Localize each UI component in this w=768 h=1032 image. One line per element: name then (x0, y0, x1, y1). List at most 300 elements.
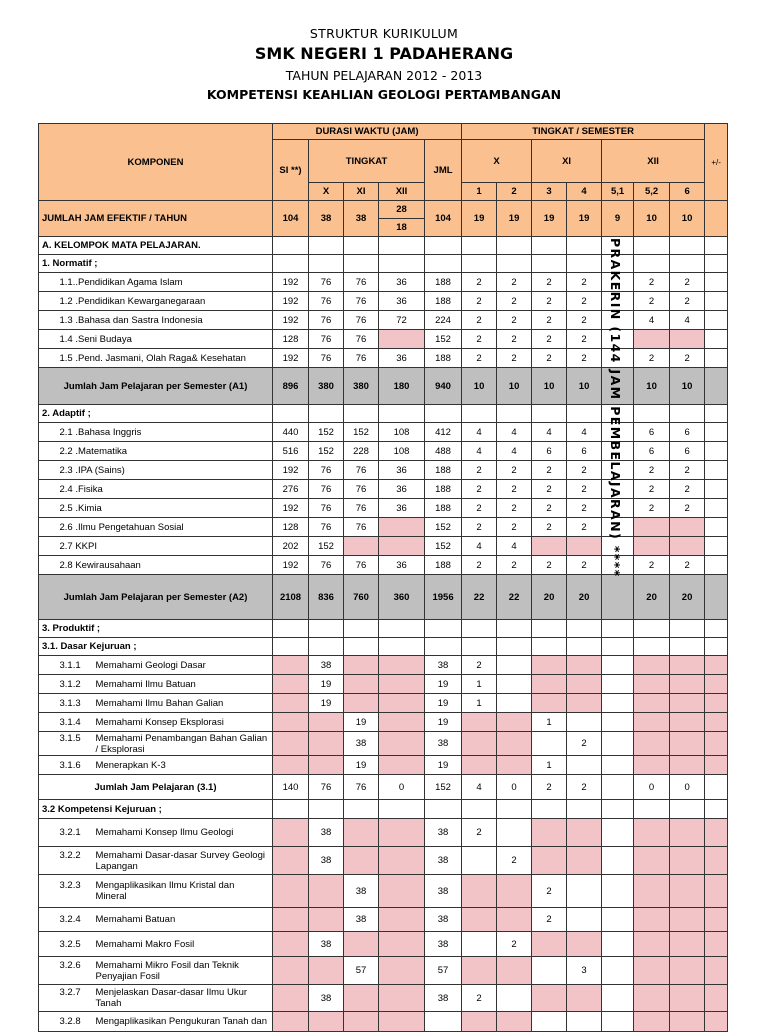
table-row (39, 875, 728, 908)
cell-xii (379, 932, 425, 957)
cell-xii: 72 (379, 311, 425, 330)
sum-xii: 180 (379, 368, 425, 405)
cell-s3 (532, 537, 567, 556)
cell-jml: 152 (425, 518, 462, 537)
cell-x: 38 (309, 847, 344, 875)
empty-cell (634, 638, 670, 656)
cell-s6 (670, 819, 705, 847)
efektif-s2: 19 (497, 201, 532, 237)
cell-s2: 4 (497, 442, 532, 461)
cell-xi: 76 (344, 292, 379, 311)
subject-title: Memahami Dasar-dasar Survey Geologi Lapangan (95, 849, 265, 872)
subject-name (56, 713, 273, 732)
subject-name (56, 675, 273, 694)
subject-title: Memahami Mikro Fosil dan Teknik Penyajian Fosil (95, 959, 239, 982)
cell-s1: 2 (462, 292, 497, 311)
table-row (39, 985, 728, 1012)
cell-s51 (602, 656, 634, 675)
subject-name (56, 1012, 273, 1032)
empty-cell (425, 638, 462, 656)
cell-s1: 4 (462, 442, 497, 461)
cell-xi: 76 (344, 556, 379, 575)
efektif-x: 38 (309, 201, 344, 237)
cell-xii: 36 (379, 556, 425, 575)
subject-title: Memahami Konsep Eksplorasi (95, 716, 224, 728)
academic-year: TAHUN PELAJARAN 2012 - 2013 (285, 68, 483, 83)
cell-xii (379, 875, 425, 908)
sum-plusminus (705, 575, 728, 620)
section-a-title: A. KELOMPOK MATA PELAJARAN. (39, 237, 273, 255)
cell-s1: 2 (462, 311, 497, 330)
cell-s3: 2 (532, 311, 567, 330)
cell-s3: 1 (532, 756, 567, 775)
subject-number: 3.1.6 (59, 759, 81, 771)
cell-s4: 2 (567, 292, 602, 311)
subject-title: Memahami Geologi Dasar (95, 659, 206, 671)
table-row (39, 675, 728, 694)
indent-cell (39, 957, 56, 985)
cell-s6 (670, 985, 705, 1012)
subject-name (56, 985, 273, 1012)
cell-s1: 1 (462, 694, 497, 713)
cell-x: 76 (309, 349, 344, 368)
cell-s3: 2 (532, 330, 567, 349)
cell-s6 (670, 732, 705, 756)
empty-cell (379, 638, 425, 656)
cell-plusminus (705, 713, 728, 732)
indent-cell (39, 423, 56, 442)
cell-jml: 188 (425, 480, 462, 499)
cell-si (273, 847, 309, 875)
col-header-plusminus: +/- (705, 124, 728, 201)
subject-number: 3.2.7 (59, 987, 81, 998)
cell-jml: 224 (425, 311, 462, 330)
cell-s1 (462, 756, 497, 775)
cell-x: 76 (309, 518, 344, 537)
empty-cell (705, 255, 728, 273)
sum-s4: 20 (567, 575, 602, 620)
indent-cell (39, 461, 56, 480)
cell-s1: 1 (462, 675, 497, 694)
empty-cell (379, 405, 425, 423)
cell-jml: 412 (425, 423, 462, 442)
indent-cell (39, 518, 56, 537)
subject-name (56, 732, 273, 756)
cell-s6 (670, 957, 705, 985)
cell-si (273, 875, 309, 908)
cell-xi (344, 656, 379, 675)
cell-s4: 2 (567, 556, 602, 575)
empty-cell (670, 638, 705, 656)
table-row (39, 620, 728, 638)
cell-s1: 2 (462, 461, 497, 480)
cell-s51 (602, 756, 634, 775)
empty-cell (462, 255, 497, 273)
sum-label: Jumlah Jam Pelajaran per Semester (A2) (39, 575, 273, 620)
empty-cell (309, 255, 344, 273)
cell-s3 (532, 732, 567, 756)
cell-s2: 2 (497, 480, 532, 499)
subject-name (56, 694, 273, 713)
sum-s6: 0 (670, 775, 705, 800)
cell-jml: 188 (425, 349, 462, 368)
cell-xii: 108 (379, 423, 425, 442)
subject-name: 2.3 .IPA (Sains) (56, 461, 273, 480)
cell-jml: 188 (425, 292, 462, 311)
cell-s2 (497, 732, 532, 756)
cell-s4 (567, 875, 602, 908)
subject-number: 3.2.4 (59, 914, 81, 925)
table-row (39, 694, 728, 713)
cell-pm (705, 311, 728, 330)
efektif-plusminus (705, 201, 728, 237)
cell-s4 (567, 985, 602, 1012)
cell-s4 (567, 819, 602, 847)
cell-s2: 2 (497, 932, 532, 957)
cell-xi (344, 675, 379, 694)
dasar-kejuruan-title: 3.1. Dasar Kejuruan ; (39, 638, 273, 656)
cell-plusminus (705, 847, 728, 875)
sem-header-3: 3 (532, 183, 567, 201)
empty-cell (425, 237, 462, 255)
subject-name: 2.5 .Kimia (56, 499, 273, 518)
empty-cell (634, 405, 670, 423)
cell-si: 202 (273, 537, 309, 556)
cell-jml: 38 (425, 932, 462, 957)
col-header-tingkat-semester: TINGKAT / SEMESTER (462, 124, 705, 140)
cell-s4: 2 (567, 273, 602, 292)
cell-si: 192 (273, 273, 309, 292)
cell-s51 (602, 732, 634, 756)
cell-s52: 2 (634, 349, 670, 368)
cell-s2: 2 (497, 499, 532, 518)
subject-name: 2.1 .Bahasa Inggris (56, 423, 273, 442)
cell-s4 (567, 932, 602, 957)
cell-s51 (602, 985, 634, 1012)
subject-name (56, 847, 273, 875)
cell-s51 (602, 875, 634, 908)
empty-cell (497, 237, 532, 255)
cell-jml: 38 (425, 656, 462, 675)
cell-s2: 4 (497, 537, 532, 556)
empty-cell (532, 800, 567, 819)
cell-s6: 6 (670, 423, 705, 442)
sum-s3: 10 (532, 368, 567, 405)
cell-xi: 76 (344, 311, 379, 330)
table-row (39, 756, 728, 775)
cell-xi: 57 (344, 957, 379, 985)
subject-number: 3.2.8 (59, 1016, 81, 1027)
cell-s3: 2 (532, 518, 567, 537)
cell-jml: 488 (425, 442, 462, 461)
cell-xi (344, 819, 379, 847)
cell-s2: 2 (497, 461, 532, 480)
cell-pm (705, 537, 728, 556)
cell-x: 38 (309, 819, 344, 847)
cell-s2: 2 (497, 330, 532, 349)
cell-xii (379, 694, 425, 713)
cell-si (273, 732, 309, 756)
cell-s52: 6 (634, 423, 670, 442)
cell-s4 (567, 713, 602, 732)
empty-cell (309, 405, 344, 423)
empty-cell (705, 800, 728, 819)
col-header-x: X (462, 140, 532, 183)
cell-x (309, 957, 344, 985)
empty-cell (532, 620, 567, 638)
empty-cell (379, 237, 425, 255)
cell-si: 192 (273, 311, 309, 330)
subject-number: 3.2.2 (59, 849, 81, 861)
cell-si (273, 675, 309, 694)
cell-xii (379, 908, 425, 932)
cell-s6: 2 (670, 349, 705, 368)
cell-s51 (602, 713, 634, 732)
indent-cell (39, 273, 56, 292)
cell-s3: 2 (532, 461, 567, 480)
sum-si: 896 (273, 368, 309, 405)
cell-xii (379, 675, 425, 694)
cell-s2 (497, 713, 532, 732)
cell-xi (344, 694, 379, 713)
table-row (39, 800, 728, 819)
empty-cell (567, 800, 602, 819)
cell-s52 (634, 985, 670, 1012)
empty-cell (705, 405, 728, 423)
sum-s3: 2 (532, 775, 567, 800)
sum-si: 140 (273, 775, 309, 800)
cell-s52 (634, 675, 670, 694)
empty-cell (273, 800, 309, 819)
cell-s6 (670, 908, 705, 932)
cell-pm (705, 442, 728, 461)
empty-cell (497, 255, 532, 273)
empty-cell (670, 237, 705, 255)
subject-name (56, 932, 273, 957)
empty-cell (567, 237, 602, 255)
cell-xii (379, 518, 425, 537)
subject-number: 3.1.5 (59, 732, 81, 744)
cell-s2: 2 (497, 518, 532, 537)
cell-s52 (634, 875, 670, 908)
cell-s52: 2 (634, 461, 670, 480)
cell-jml: 19 (425, 675, 462, 694)
indent-cell (39, 675, 56, 694)
cell-si (273, 985, 309, 1012)
empty-cell (425, 620, 462, 638)
cell-xii (379, 756, 425, 775)
cell-s6 (670, 1012, 705, 1032)
cell-s4 (567, 756, 602, 775)
sum-xii: 0 (379, 775, 425, 800)
cell-s4: 2 (567, 518, 602, 537)
sum-jml: 1956 (425, 575, 462, 620)
empty-cell (344, 237, 379, 255)
empty-cell (634, 255, 670, 273)
subject-name: 1.2 .Pendidikan Kewarganegaraan (56, 292, 273, 311)
cell-s52: 4 (634, 311, 670, 330)
cell-s3: 2 (532, 480, 567, 499)
indent-cell (39, 932, 56, 957)
col-header-durasi: DURASI WAKTU (JAM) (273, 124, 462, 140)
empty-cell (497, 620, 532, 638)
efektif-xii-b: 18 (379, 219, 425, 237)
cell-xi: 38 (344, 732, 379, 756)
sum-si: 2108 (273, 575, 309, 620)
cell-xii: 36 (379, 461, 425, 480)
cell-xii: 36 (379, 480, 425, 499)
efektif-s4: 19 (567, 201, 602, 237)
cell-xii (379, 957, 425, 985)
sum-s4: 2 (567, 775, 602, 800)
empty-cell (602, 800, 634, 819)
cell-xi: 38 (344, 908, 379, 932)
cell-xii (379, 330, 425, 349)
cell-x: 152 (309, 537, 344, 556)
sum-plusminus (705, 775, 728, 800)
cell-s1: 2 (462, 499, 497, 518)
sum-jml: 940 (425, 368, 462, 405)
subject-name (56, 908, 273, 932)
cell-xi: 76 (344, 461, 379, 480)
cell-xi (344, 932, 379, 957)
kompetensi-kejuruan-title: 3.2 Kompetensi Kejuruan ; (39, 800, 273, 819)
cell-s1 (462, 957, 497, 985)
subject-name: 2.2 .Matematika (56, 442, 273, 461)
col-header-jml: JML (425, 140, 462, 201)
prakerin-vertical-label: PRAKERIN (144 JAM PEMBELAJARAN) **** (608, 238, 623, 578)
empty-cell (425, 405, 462, 423)
table-row (39, 775, 728, 800)
sum-s2: 10 (497, 368, 532, 405)
cell-plusminus (705, 694, 728, 713)
cell-si: 192 (273, 292, 309, 311)
cell-si (273, 932, 309, 957)
table-row (39, 1012, 728, 1032)
cell-xi: 19 (344, 756, 379, 775)
empty-cell (532, 405, 567, 423)
cell-s6 (670, 694, 705, 713)
cell-si (273, 694, 309, 713)
cell-jml: 57 (425, 957, 462, 985)
cell-x (309, 1012, 344, 1032)
empty-cell (462, 800, 497, 819)
cell-s4 (567, 694, 602, 713)
empty-cell (497, 800, 532, 819)
cell-s1 (462, 908, 497, 932)
cell-si: 440 (273, 423, 309, 442)
cell-pm (705, 480, 728, 499)
cell-s3 (532, 985, 567, 1012)
cell-s2 (497, 656, 532, 675)
cell-plusminus (705, 756, 728, 775)
cell-si (273, 713, 309, 732)
cell-xi: 76 (344, 518, 379, 537)
cell-s51 (602, 908, 634, 932)
cell-s6: 2 (670, 461, 705, 480)
efektif-si: 104 (273, 201, 309, 237)
cell-s2 (497, 694, 532, 713)
cell-s1: 4 (462, 423, 497, 442)
cell-jml: 19 (425, 756, 462, 775)
indent-cell (39, 330, 56, 349)
cell-plusminus (705, 675, 728, 694)
sum-plusminus (705, 368, 728, 405)
cell-s6 (670, 713, 705, 732)
cell-jml: 19 (425, 713, 462, 732)
efektif-s6: 10 (670, 201, 705, 237)
cell-s4 (567, 847, 602, 875)
cell-si: 192 (273, 349, 309, 368)
cell-xii: 36 (379, 292, 425, 311)
cell-xii (379, 847, 425, 875)
table-row (39, 732, 728, 756)
cell-s6: 2 (670, 273, 705, 292)
cell-pm (705, 518, 728, 537)
cell-si: 276 (273, 480, 309, 499)
sum-s2: 0 (497, 775, 532, 800)
cell-s52: 2 (634, 556, 670, 575)
cell-x: 76 (309, 499, 344, 518)
cell-s4 (567, 537, 602, 556)
cell-pm (705, 423, 728, 442)
cell-jml: 38 (425, 819, 462, 847)
cell-x (309, 713, 344, 732)
cell-s52 (634, 656, 670, 675)
cell-s6 (670, 518, 705, 537)
table-row (39, 957, 728, 985)
empty-cell (567, 638, 602, 656)
empty-cell (567, 255, 602, 273)
sum-s52: 10 (634, 368, 670, 405)
subject-number: 3.1.4 (59, 716, 81, 728)
subject-title: Menjelaskan Dasar-dasar Ilmu Ukur Tanah (95, 987, 248, 1009)
cell-s3: 2 (532, 292, 567, 311)
cell-x: 76 (309, 461, 344, 480)
cell-jml: 38 (425, 732, 462, 756)
sum-x: 380 (309, 368, 344, 405)
adaptif-title: 2. Adaptif ; (39, 405, 273, 423)
empty-cell (634, 620, 670, 638)
cell-s4: 2 (567, 461, 602, 480)
cell-jml (425, 1012, 462, 1032)
subject-name: 2.8 Kewirausahaan (56, 556, 273, 575)
cell-s6: 2 (670, 292, 705, 311)
cell-s4: 2 (567, 330, 602, 349)
indent-cell (39, 908, 56, 932)
cell-s1 (462, 713, 497, 732)
cell-s2 (497, 875, 532, 908)
cell-s52 (634, 537, 670, 556)
cell-s3: 1 (532, 713, 567, 732)
subject-title: Menerapkan K-3 (95, 759, 166, 771)
cell-s52: 2 (634, 273, 670, 292)
empty-cell (670, 620, 705, 638)
subject-number: 3.2.3 (59, 880, 81, 891)
empty-cell (309, 237, 344, 255)
empty-cell (379, 255, 425, 273)
cell-s3: 2 (532, 875, 567, 908)
table-row (39, 638, 728, 656)
cell-s1: 2 (462, 330, 497, 349)
subject-title: Memahami Penambangan Bahan Galian / Eksplorasi (95, 732, 268, 755)
cell-s4: 2 (567, 732, 602, 756)
empty-cell (344, 255, 379, 273)
cell-jml: 188 (425, 461, 462, 480)
cell-x (309, 875, 344, 908)
empty-cell (344, 638, 379, 656)
efektif-s1: 19 (462, 201, 497, 237)
